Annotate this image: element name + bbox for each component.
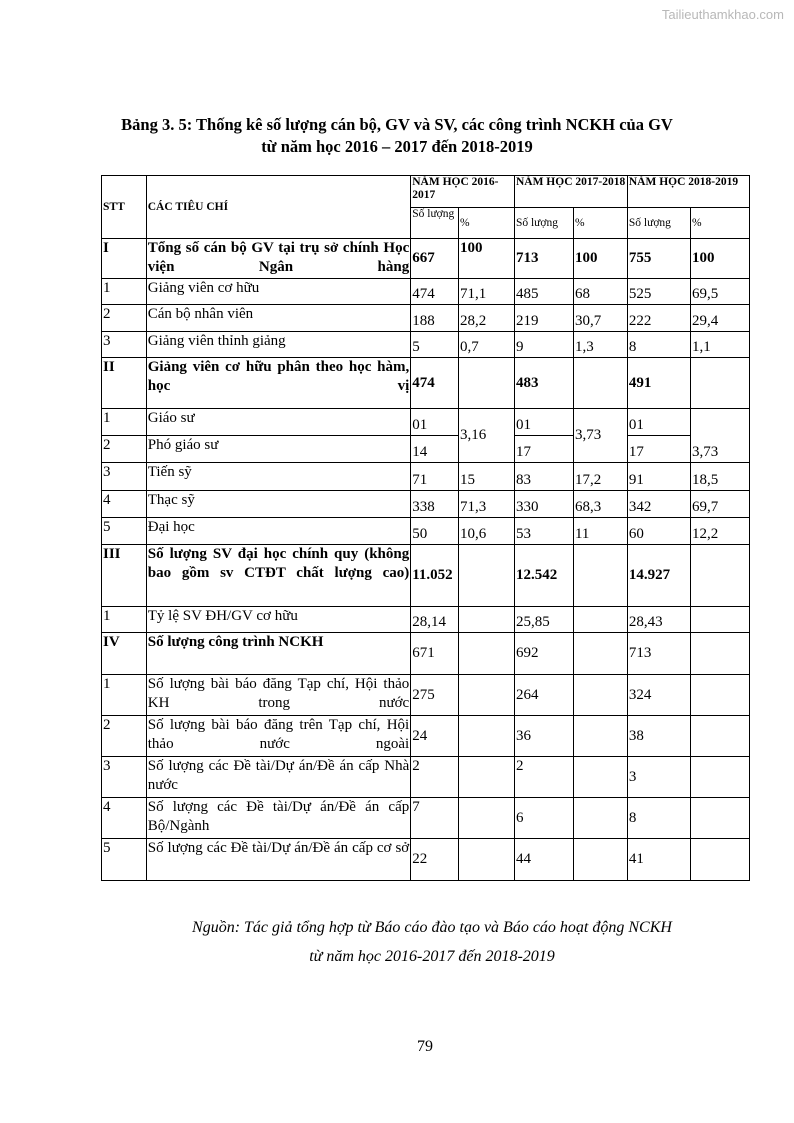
cell-qty-2018: 17 <box>627 436 690 463</box>
row-stt: 5 <box>102 839 147 881</box>
table-row <box>102 798 750 839</box>
table-row <box>102 409 750 436</box>
cell-pct-2016: 71,3 <box>459 491 515 518</box>
cell-pct-2017 <box>573 716 627 757</box>
row-label: Số lượng SV đại học chính quy (không bao gồm sv CTĐT chất lượng cao) <box>146 545 410 607</box>
cell-pct-2018: 29,4 <box>690 305 749 332</box>
cell-qty-2017: 53 <box>514 518 573 545</box>
row-stt: 1 <box>102 607 147 633</box>
page-number: 79 <box>417 1038 433 1055</box>
cell-qty-2016: 5 <box>411 332 459 358</box>
cell-qty-2018: 41 <box>627 839 690 881</box>
header-stt: STT <box>102 176 147 239</box>
table-row <box>102 358 750 409</box>
row-label: Giảng viên thỉnh giảng <box>146 332 410 358</box>
cell-pct-2016 <box>459 757 515 798</box>
row-stt: 1 <box>102 279 147 305</box>
cell-pct-2017 <box>573 607 627 633</box>
row-stt: IV <box>102 633 147 675</box>
row-stt: II <box>102 358 147 409</box>
cell-pct-2017 <box>573 839 627 881</box>
cell-pct-2016: 28,2 <box>459 305 515 332</box>
cell-pct-2017: 11 <box>573 518 627 545</box>
cell-qty-2017: 264 <box>514 675 573 716</box>
row-label: Giảng viên cơ hữu phân theo học hàm, học vị <box>146 358 410 409</box>
cell-pct-2017: 17,2 <box>573 463 627 491</box>
cell-qty-2017: 44 <box>514 839 573 881</box>
cell-pct-2018: 69,5 <box>690 279 749 305</box>
cell-pct-2017 <box>573 757 627 798</box>
cell-pct-2016: 100 <box>459 239 515 279</box>
row-label: Số lượng bài báo đăng Tạp chí, Hội thảo KH trong nước <box>146 675 410 716</box>
table-row <box>102 545 750 607</box>
header-year-2018-2019: NĂM HỌC 2018-2019 <box>627 176 749 208</box>
row-label: Giáo sư <box>146 409 410 436</box>
cell-qty-2018: 3 <box>627 757 690 798</box>
cell-pct-2017 <box>573 545 627 607</box>
cell-qty-2016: 474 <box>411 279 459 305</box>
row-stt: 2 <box>102 716 147 757</box>
cell-qty-2016: 71 <box>411 463 459 491</box>
cell-pct-2018 <box>690 839 749 881</box>
cell-pct-2018 <box>690 716 749 757</box>
cell-qty-2018: 01 <box>627 409 690 436</box>
row-label: Số lượng các Đề tài/Dự án/Đề án cấp cơ sở <box>146 839 410 881</box>
table-title <box>0 114 794 158</box>
header-pct-1: % <box>459 208 515 239</box>
cell-qty-2018: 60 <box>627 518 690 545</box>
source-note-line-2: từ năm học 2016-2017 đến 2018-2019 <box>309 948 555 965</box>
cell-pct-2018: 3,73 <box>690 409 749 463</box>
row-stt: 1 <box>102 409 147 436</box>
cell-pct-2018: 18,5 <box>690 463 749 491</box>
cell-qty-2018: 91 <box>627 463 690 491</box>
statistics-table <box>101 175 750 881</box>
table-row <box>102 757 750 798</box>
row-label: Thạc sỹ <box>146 491 410 518</box>
cell-pct-2016 <box>459 607 515 633</box>
cell-qty-2016: 338 <box>411 491 459 518</box>
cell-pct-2016 <box>459 545 515 607</box>
cell-qty-2016: 474 <box>411 358 459 409</box>
cell-qty-2018: 8 <box>627 332 690 358</box>
cell-pct-2018 <box>690 675 749 716</box>
cell-pct-2016: 3,16 <box>459 409 515 463</box>
cell-qty-2016: 14 <box>411 436 459 463</box>
cell-qty-2017: 12.542 <box>514 545 573 607</box>
cell-pct-2018 <box>690 757 749 798</box>
row-label: Số lượng công trình NCKH <box>146 633 410 675</box>
table-row <box>102 239 750 279</box>
header-qty-3: Số lượng <box>627 208 690 239</box>
cell-pct-2016: 0,7 <box>459 332 515 358</box>
table-row <box>102 332 750 358</box>
cell-pct-2018: 69,7 <box>690 491 749 518</box>
cell-pct-2018 <box>690 607 749 633</box>
cell-pct-2018: 12,2 <box>690 518 749 545</box>
cell-qty-2017: 6 <box>514 798 573 839</box>
row-stt: 4 <box>102 798 147 839</box>
cell-qty-2018: 525 <box>627 279 690 305</box>
cell-pct-2016: 15 <box>459 463 515 491</box>
row-stt: I <box>102 239 147 279</box>
cell-qty-2017: 9 <box>514 332 573 358</box>
cell-qty-2018: 342 <box>627 491 690 518</box>
cell-pct-2017: 68 <box>573 279 627 305</box>
cell-qty-2016: 671 <box>411 633 459 675</box>
cell-pct-2018: 1,1 <box>690 332 749 358</box>
cell-pct-2018 <box>690 798 749 839</box>
table-row <box>102 716 750 757</box>
cell-qty-2018: 324 <box>627 675 690 716</box>
header-year-2017-2018: NĂM HỌC 2017-2018 <box>514 176 627 208</box>
header-criteria: CÁC TIÊU CHÍ <box>146 176 410 239</box>
row-label: Giảng viên cơ hữu <box>146 279 410 305</box>
table-row <box>102 279 750 305</box>
cell-qty-2016: 667 <box>411 239 459 279</box>
source-note <box>0 913 794 971</box>
cell-pct-2016: 10,6 <box>459 518 515 545</box>
cell-qty-2016: 2 <box>411 757 459 798</box>
cell-qty-2016: 22 <box>411 839 459 881</box>
cell-qty-2017: 330 <box>514 491 573 518</box>
cell-qty-2017: 2 <box>514 757 573 798</box>
cell-qty-2017: 692 <box>514 633 573 675</box>
row-stt: 5 <box>102 518 147 545</box>
row-stt: 2 <box>102 305 147 332</box>
header-qty-2: Số lượng <box>514 208 573 239</box>
row-label: Đại học <box>146 518 410 545</box>
cell-qty-2018: 491 <box>627 358 690 409</box>
cell-qty-2016: 7 <box>411 798 459 839</box>
row-stt: 2 <box>102 436 147 463</box>
table-row <box>102 839 750 881</box>
cell-qty-2018: 755 <box>627 239 690 279</box>
cell-pct-2017 <box>573 358 627 409</box>
cell-pct-2017: 68,3 <box>573 491 627 518</box>
cell-pct-2016 <box>459 358 515 409</box>
cell-qty-2018: 713 <box>627 633 690 675</box>
row-stt: 3 <box>102 463 147 491</box>
cell-qty-2016: 24 <box>411 716 459 757</box>
cell-qty-2017: 36 <box>514 716 573 757</box>
cell-pct-2017 <box>573 633 627 675</box>
watermark: Tailieuthamkhao.com <box>661 7 784 22</box>
cell-qty-2018: 222 <box>627 305 690 332</box>
cell-pct-2018 <box>690 545 749 607</box>
cell-pct-2016 <box>459 716 515 757</box>
cell-qty-2017: 01 <box>514 409 573 436</box>
cell-qty-2017: 713 <box>514 239 573 279</box>
table-row <box>102 436 750 463</box>
row-label: Số lượng các Đề tài/Dự án/Đề án cấp Nhà nước <box>146 757 410 798</box>
row-label: Tổng số cán bộ GV tại trụ sở chính Học viện Ngân hàng <box>146 239 410 279</box>
table-row <box>102 607 750 633</box>
table-row <box>102 463 750 491</box>
cell-pct-2016: 71,1 <box>459 279 515 305</box>
cell-pct-2017 <box>573 798 627 839</box>
cell-qty-2016: 50 <box>411 518 459 545</box>
cell-qty-2017: 25,85 <box>514 607 573 633</box>
row-label: Cán bộ nhân viên <box>146 305 410 332</box>
cell-pct-2018 <box>690 358 749 409</box>
row-label: Tỷ lệ SV ĐH/GV cơ hữu <box>146 607 410 633</box>
row-label: Phó giáo sư <box>146 436 410 463</box>
cell-pct-2016 <box>459 839 515 881</box>
cell-pct-2017: 30,7 <box>573 305 627 332</box>
cell-pct-2017: 1,3 <box>573 332 627 358</box>
cell-pct-2017: 100 <box>573 239 627 279</box>
header-pct-3: % <box>690 208 749 239</box>
cell-pct-2017 <box>573 675 627 716</box>
row-label: Số lượng bài báo đăng trên Tạp chí, Hội thảo nước ngoài <box>146 716 410 757</box>
source-note-line-1: Nguồn: Tác giả tổng hợp từ Báo cáo đào tạo và Báo cáo hoạt động NCKH <box>192 919 672 936</box>
cell-pct-2016 <box>459 798 515 839</box>
header-year-2016-2017: NĂM HỌC 2016-2017 <box>411 176 515 208</box>
cell-qty-2017: 485 <box>514 279 573 305</box>
cell-pct-2018: 100 <box>690 239 749 279</box>
cell-qty-2017: 483 <box>514 358 573 409</box>
cell-qty-2018: 8 <box>627 798 690 839</box>
cell-qty-2016: 28,14 <box>411 607 459 633</box>
cell-pct-2016 <box>459 675 515 716</box>
cell-qty-2016: 11.052 <box>411 545 459 607</box>
table-row <box>102 518 750 545</box>
cell-qty-2016: 275 <box>411 675 459 716</box>
row-stt: III <box>102 545 147 607</box>
table-row <box>102 305 750 332</box>
table-title-line-1: Bảng 3. 5: Thống kê số lượng cán bộ, GV và SV, các công trình NCKH của GV <box>121 115 673 134</box>
cell-qty-2018: 14.927 <box>627 545 690 607</box>
cell-qty-2017: 83 <box>514 463 573 491</box>
table-row <box>102 633 750 675</box>
row-stt: 3 <box>102 332 147 358</box>
row-stt: 3 <box>102 757 147 798</box>
row-stt: 4 <box>102 491 147 518</box>
cell-qty-2017: 219 <box>514 305 573 332</box>
table-row <box>102 491 750 518</box>
header-pct-2: % <box>573 208 627 239</box>
cell-qty-2016: 01 <box>411 409 459 436</box>
cell-pct-2016 <box>459 633 515 675</box>
cell-qty-2018: 28,43 <box>627 607 690 633</box>
cell-qty-2016: 188 <box>411 305 459 332</box>
row-label: Tiến sỹ <box>146 463 410 491</box>
row-label: Số lượng các Đề tài/Dự án/Đề án cấp Bộ/Ngành <box>146 798 410 839</box>
cell-qty-2018: 38 <box>627 716 690 757</box>
cell-pct-2018 <box>690 633 749 675</box>
table-row <box>102 675 750 716</box>
header-qty-1: Số lượng <box>411 208 459 239</box>
row-stt: 1 <box>102 675 147 716</box>
cell-qty-2017: 17 <box>514 436 573 463</box>
table-title-line-2: từ năm học 2016 – 2017 đến 2018-2019 <box>261 137 533 156</box>
cell-pct-2017: 3,73 <box>573 409 627 463</box>
